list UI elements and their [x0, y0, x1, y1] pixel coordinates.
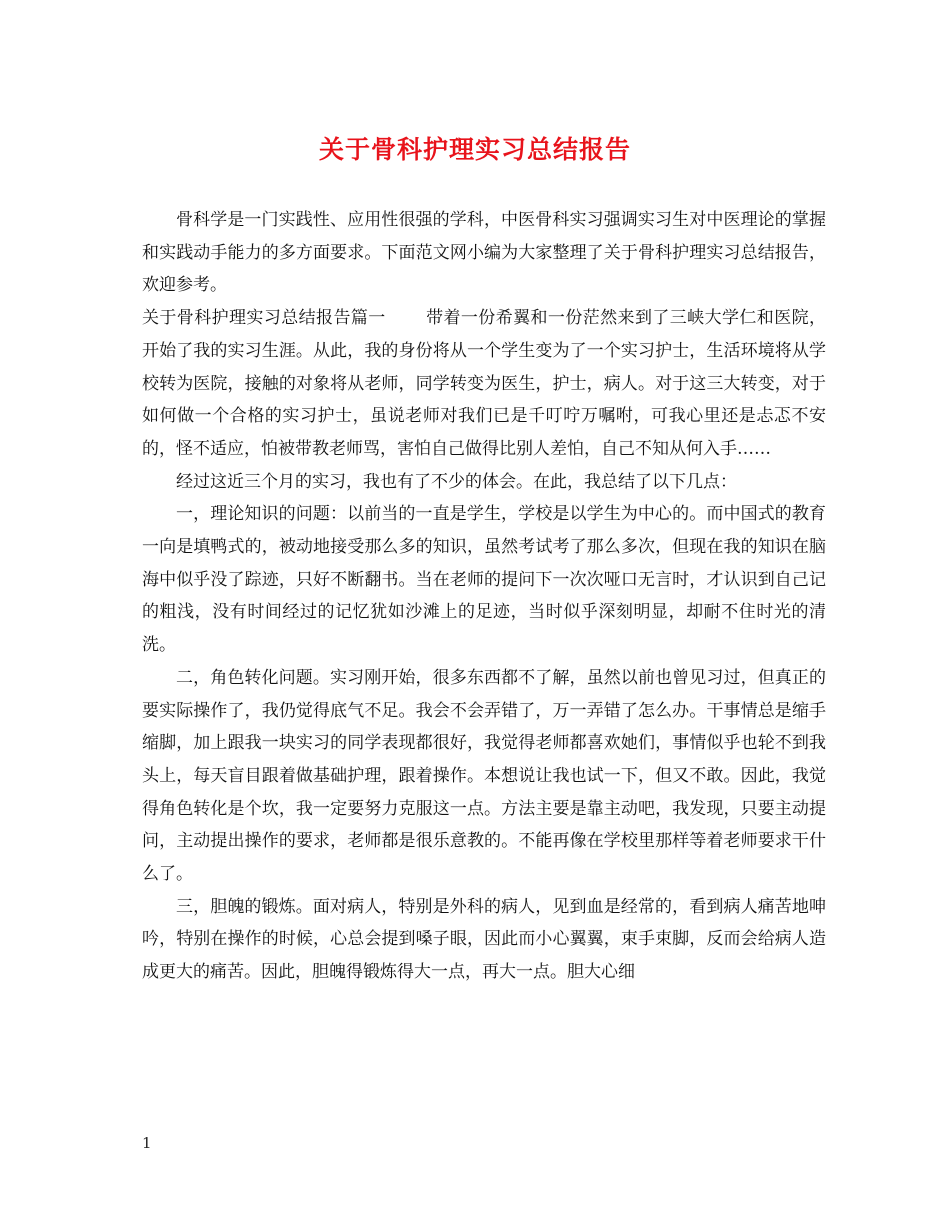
- page-number: 1: [142, 1134, 152, 1152]
- section-label: 关于骨科护理实习总结报告篇一: [142, 308, 386, 329]
- document-title: 关于骨科护理实习总结报告: [318, 135, 631, 164]
- intro-paragraph: 骨科学是一门实践性、应用性很强的学科，中医骨科实习强调实习生对中医理论的掌握和实践动手能力的多方面要求。下面范文网小编为大家整理了关于骨科护理实习总结报告，欢迎参考。: [142, 210, 826, 296]
- paragraph-point-one: 一，理论知识的问题：以前当的一直是学生，学校是以学生为中心的。而中国式的教育一向是填鸭式的，被动地接受那么多的知识，虽然考试考了那么多次，但现在我的知识在脑海中似乎没了踪迹，只好不断翻书。当在老师的提问下一次次哑口无言时，才认识到自己记的粗浅，没有时间经过的记忆犹如沙滩上的足迹，当时似乎深刻明显，却耐不住时光的清洗。: [142, 504, 826, 656]
- paragraph-point-two: 二，角色转化问题。实习刚开始，很多东西都不了解，虽然以前也曾见习过，但真正的要实际操作了，我仍觉得底气不足。我会不会弄错了，万一弄错了怎么办。干事情总是缩手缩脚，加上跟我一块实习的同学表现都很好，我觉得老师都喜欢她们，事情似乎也轮不到我头上，每天盲目跟着做基础护理，跟着操作。本想说让我也试一下，但又不敢。因此，我觉得角色转化是个坎，我一定要努力克服这一点。方法主要是靠主动吧，我发现，只要主动提问，主动提出操作的要求，老师都是很乐意教的。不能再像在学校里那样等着老师要求干什么了。: [142, 667, 826, 885]
- document-body: [142, 204, 826, 989]
- paragraph-summary: 经过这近三个月的实习，我也有了不少的体会。在此，我总结了以下几点：: [176, 471, 737, 492]
- paragraph-point-three: 三，胆魄的锻炼。面对病人，特别是外科的病人，见到血是经常的，看到病人痛苦地呻吟，特别在操作的时候，心总会提到嗓子眼，因此而小心翼翼，束手束脚，反而会给病人造成更大的痛苦。因此，胆魄得锻炼得大一点，再大一点。胆大心细: [142, 896, 826, 983]
- section-start-text: 带着一份希翼和一份茫然来到了三峡大学仁和医院，开始了我的实习生涯。从此，我的身份将从一个学生变为了一个实习护士，生活环境将从学校转为医院，接触的对象将从老师，同学转变为医生，护士，病人。对于这三大转变，对于如何做一个合格的实习护士，虽说老师对我们已是千叮咛万嘱咐，可我心里还是忐忑不安的，怪不适应，怕被带教老师骂，害怕自己做得比别人差怕，自己不知从何入手……: [142, 308, 827, 459]
- section-paragraph: [142, 302, 826, 466]
